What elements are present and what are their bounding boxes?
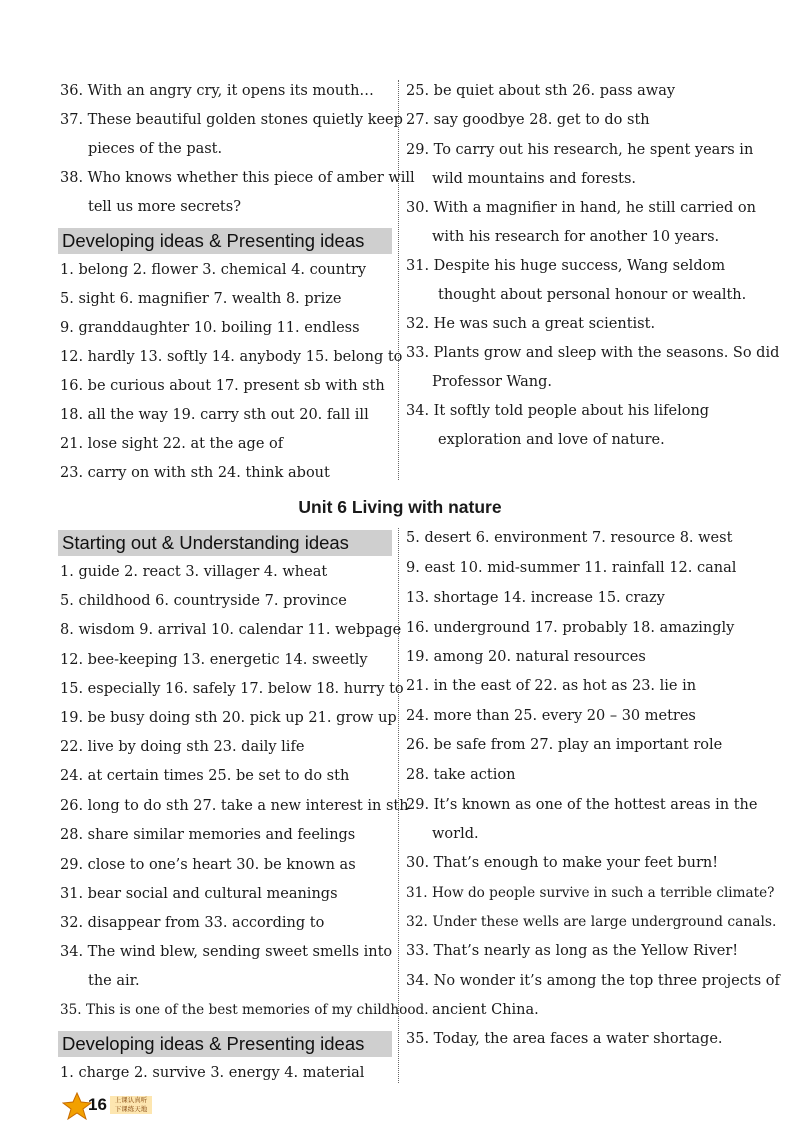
vocab-line: 1. guide 2. react 3. villager 4. wheat — [60, 564, 328, 580]
sentence-34: 34. No wonder it’s among the top three projects of — [406, 973, 780, 989]
sentence-29-cont: world. — [432, 826, 479, 842]
sentence-31: 31. How do people survive in such a terrible climate? — [406, 885, 775, 901]
top-column-divider — [398, 80, 399, 480]
vocab-line: 15. especially 16. safely 17. below 18. hurry to — [60, 681, 404, 697]
sentence-29: 29. It’s known as one of the hottest areas in the — [406, 797, 758, 813]
vocab-line: 26. be safe from 27. play an important role — [406, 737, 723, 753]
sentence-34-cont: ancient China. — [432, 1002, 539, 1018]
sentence-29-cont: wild mountains and forests. — [432, 171, 637, 187]
vocab-line: 5. desert 6. environment 7. resource 8. west — [406, 530, 733, 546]
sentence-33: 33. Plants grow and sleep with the seasons. So did — [406, 345, 780, 361]
sentence-31-cont: thought about personal honour or wealth. — [438, 287, 747, 303]
sentence-34-cont: the air. — [88, 973, 140, 989]
sentence-34-cont: exploration and love of nature. — [438, 432, 665, 448]
vocab-line: 28. take action — [406, 767, 516, 783]
vocab-line: 26. long to do sth 27. take a new interest in sth — [60, 798, 409, 814]
vocab-line: 24. at certain times 25. be set to do sth — [60, 768, 350, 784]
vocab-line: 8. wisdom 9. arrival 10. calendar 11. webpage — [60, 622, 402, 638]
vocab-line: 29. close to one’s heart 30. be known as — [60, 857, 356, 873]
sentence-34: 34. It softly told people about his lifelong — [406, 403, 710, 419]
vocab-line: 1. belong 2. flower 3. chemical 4. country — [60, 262, 367, 278]
phrase-line: 27. say goodbye 28. get to do sth — [406, 112, 650, 128]
section-banner-starting-out: Starting out & Understanding ideas — [58, 530, 392, 556]
vocab-line: 23. carry on with sth 24. think about — [60, 465, 330, 481]
sentence-37: 37. These beautiful golden stones quietly keep — [60, 112, 403, 128]
vocab-line: 12. hardly 13. softly 14. anybody 15. belong to — [60, 349, 403, 365]
vocab-line: 12. bee-keeping 13. energetic 14. sweetly — [60, 652, 368, 668]
vocab-line: 21. lose sight 22. at the age of — [60, 436, 284, 452]
unit-title: Unit 6 Living with nature — [298, 497, 502, 517]
vocab-line: 5. childhood 6. countryside 7. province — [60, 593, 347, 609]
vocab-line: 28. share similar memories and feelings — [60, 827, 356, 843]
vocab-line: 32. disappear from 33. according to — [60, 915, 325, 931]
sentence-35: 35. This is one of the best memories of my childhood. — [60, 1002, 429, 1018]
vocab-line: 5. sight 6. magnifier 7. wealth 8. prize — [60, 291, 342, 307]
footer-tag: 上课认真听 下课练天地 — [110, 1096, 152, 1114]
vocab-line: 19. among 20. natural resources — [406, 649, 646, 665]
phrase-line: 25. be quiet about sth 26. pass away — [406, 83, 676, 99]
sentence-30: 30. With a magnifier in hand, he still carried on — [406, 200, 756, 216]
sentence-30-cont: with his research for another 10 years. — [432, 229, 720, 245]
sentence-38-cont: tell us more secrets? — [88, 199, 241, 215]
vocab-line: 18. all the way 19. carry sth out 20. fall ill — [60, 407, 369, 423]
page-number: 16 — [88, 1095, 107, 1114]
vocab-line: 13. shortage 14. increase 15. crazy — [406, 590, 665, 606]
sentence-38: 38. Who knows whether this piece of amber will — [60, 170, 415, 186]
sentence-30: 30. That’s enough to make your feet burn! — [406, 855, 719, 871]
sentence-31: 31. Despite his huge success, Wang seldom — [406, 258, 726, 274]
sentence-29: 29. To carry out his research, he spent years in — [406, 142, 754, 158]
vocab-line: 9. granddaughter 10. boiling 11. endless — [60, 320, 360, 336]
page-footer — [62, 1092, 154, 1118]
vocab-line: 24. more than 25. every 20 – 30 metres — [406, 708, 696, 724]
vocab-line: 16. be curious about 17. present sb with sth — [60, 378, 385, 394]
vocab-line: 9. east 10. mid-summer 11. rainfall 12. canal — [406, 560, 737, 576]
sentence-35: 35. Today, the area faces a water shortage. — [406, 1031, 723, 1047]
sentence-36: 36. With an angry cry, it opens its mouth… — [60, 83, 374, 99]
sentence-37-cont: pieces of the past. — [88, 141, 223, 157]
vocab-line: 19. be busy doing sth 20. pick up 21. grow up — [60, 710, 397, 726]
sentence-33-cont: Professor Wang. — [432, 374, 553, 390]
sentence-32: 32. He was such a great scientist. — [406, 316, 656, 332]
section-banner-developing: Developing ideas & Presenting ideas — [58, 228, 392, 254]
vocab-line: 16. underground 17. probably 18. amazingly — [406, 620, 735, 636]
sentence-34: 34. The wind blew, sending sweet smells into — [60, 944, 393, 960]
vocab-line: 21. in the east of 22. as hot as 23. lie in — [406, 678, 697, 694]
vocab-line: 31. bear social and cultural meanings — [60, 886, 338, 902]
vocab-line: 1. charge 2. survive 3. energy 4. material — [60, 1065, 365, 1081]
section-banner-developing-2: Developing ideas & Presenting ideas — [58, 1031, 392, 1057]
sentence-33: 33. That’s nearly as long as the Yellow River! — [406, 943, 739, 959]
vocab-line: 22. live by doing sth 23. daily life — [60, 739, 305, 755]
sentence-32: 32. Under these wells are large underground canals. — [406, 914, 777, 930]
